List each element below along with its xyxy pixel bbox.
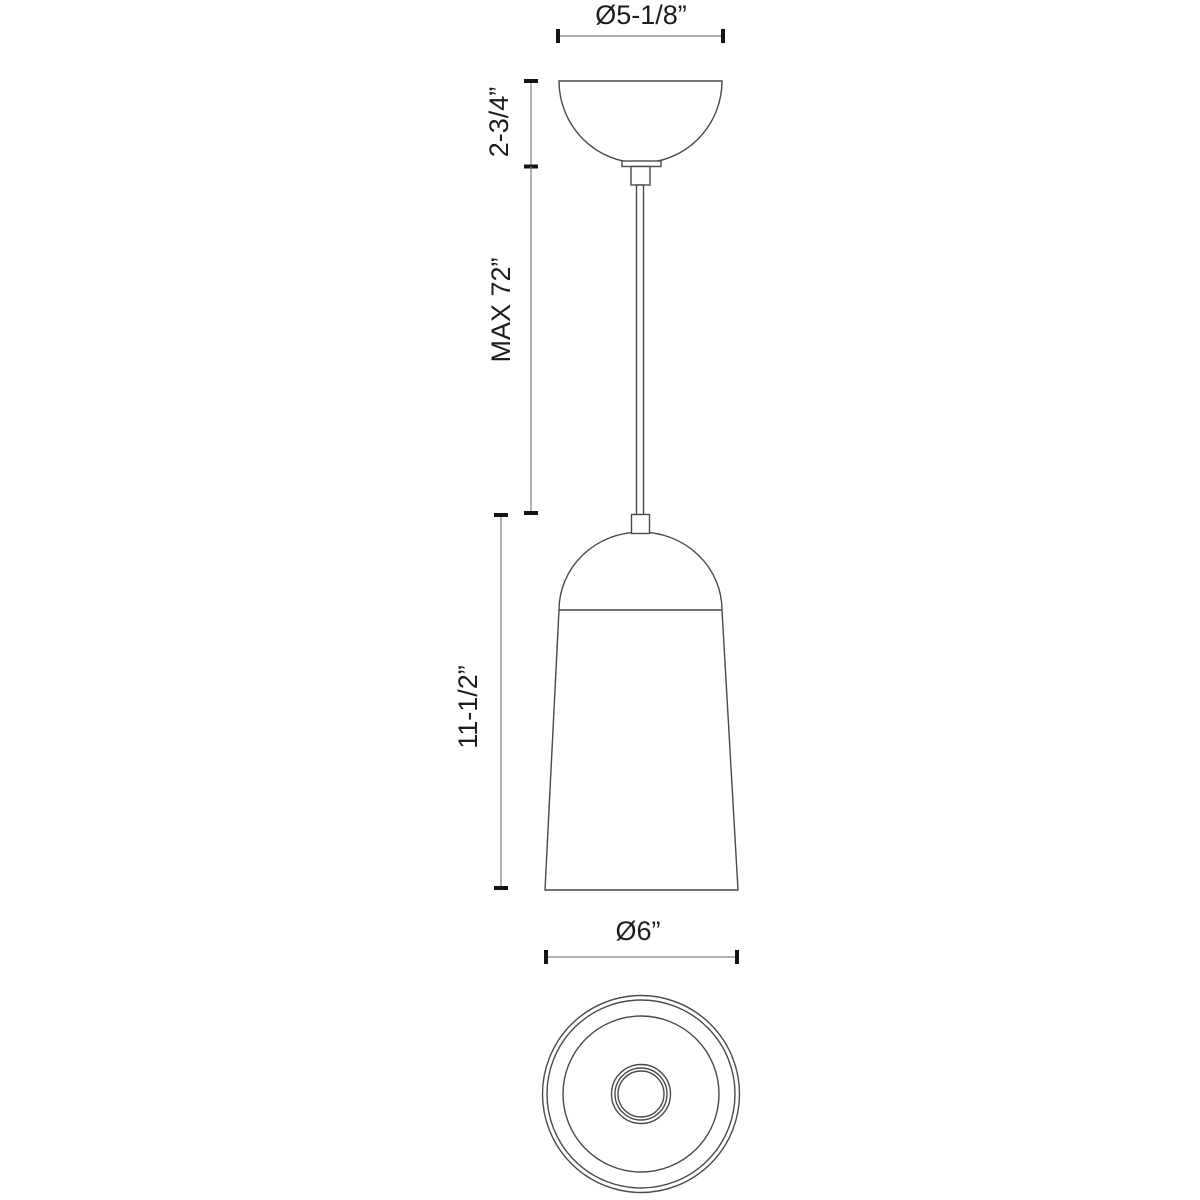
canopy-outline (559, 81, 722, 163)
canopy (559, 81, 722, 185)
cord (637, 185, 644, 516)
bottom-view-socket-outer-circle (612, 1065, 671, 1124)
max-drop-label: MAX 72” (486, 257, 516, 363)
bottom-view-diffuser-circle (563, 1016, 719, 1172)
canopy-stem (631, 167, 650, 186)
shade-height-label: 11-1/2” (453, 665, 483, 749)
canopy-height-label: 2-3/4” (484, 86, 514, 158)
bottom-view-socket-mid-circle (615, 1068, 667, 1120)
canopy-flange (622, 161, 661, 167)
bottom-view (543, 996, 740, 1193)
shade-outline (545, 532, 738, 890)
max-drop-dimension (486, 167, 538, 514)
canopy-diameter-label: Ø5-1/8” (595, 0, 687, 30)
bottom-view-socket-inner-circle (618, 1071, 664, 1117)
shade (545, 515, 738, 891)
bottom-view-rim-inner-circle (547, 1000, 735, 1188)
canopy-height-dimension (484, 81, 538, 167)
shade-socket (632, 515, 650, 534)
front-view (545, 81, 738, 890)
shade-diameter-label: Ø6” (615, 916, 661, 946)
canopy-diameter-dimension (558, 0, 723, 43)
shade-diameter-dimension (546, 916, 737, 964)
shade-height-dimension (453, 515, 508, 888)
bottom-view-outer-rim-circle (543, 996, 740, 1193)
